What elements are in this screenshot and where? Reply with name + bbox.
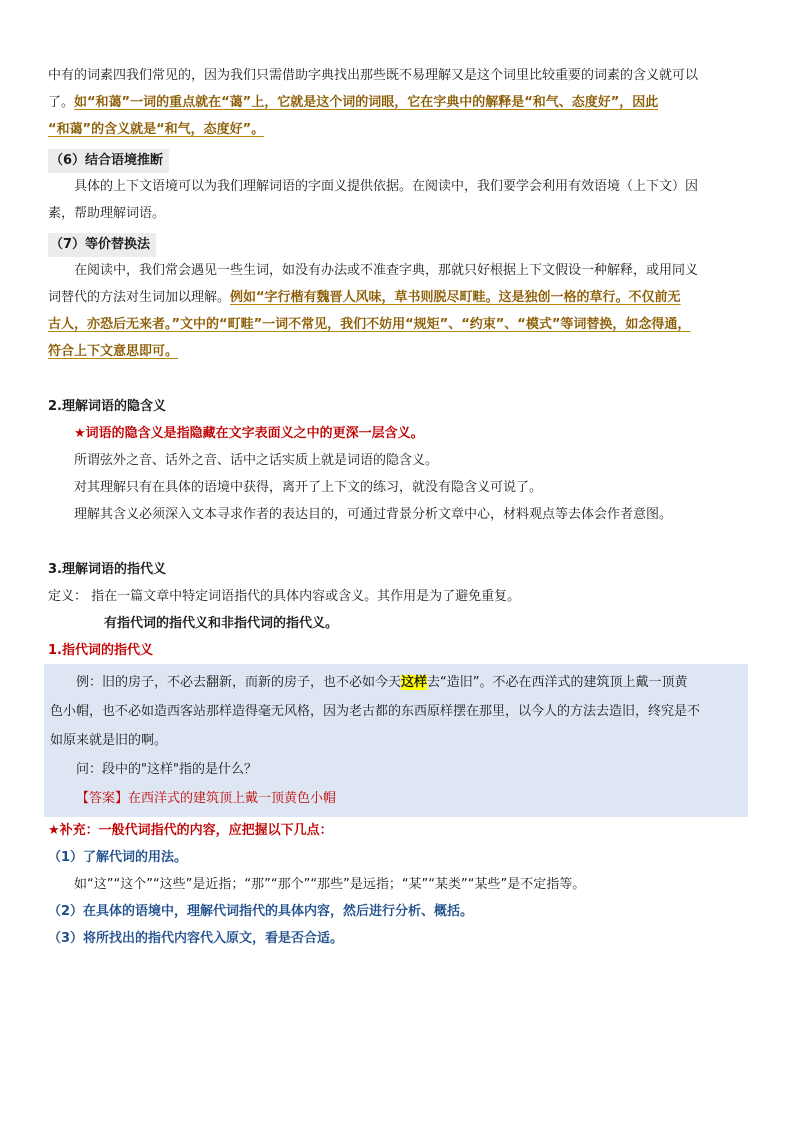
point-1: （1）了解代词的用法。 bbox=[48, 850, 188, 865]
example-underlined: 如“和蔼”一词的重点就在“蔼”上，它就是这个词的词眼，它在字典中的解释是“和气、态度好”，因此 bbox=[74, 95, 659, 110]
paragraph-context-cont bbox=[48, 200, 748, 227]
document-page bbox=[48, 62, 748, 952]
part2-heading: 2.理解词语的隐含义 bbox=[48, 399, 166, 414]
text-line: 词替代的方法对生词加以理解。 bbox=[48, 290, 231, 305]
paragraph-morpheme bbox=[48, 62, 748, 143]
paragraph-substitution bbox=[48, 257, 748, 284]
paragraph-substitution-cont bbox=[48, 284, 748, 365]
example-underlined: 古人，亦恐后无来者。”文中的“町畦”一词不常见，我们不妨用“规矩”、“约束”、“模式”等词替换，如念得通， bbox=[48, 317, 691, 332]
part2-key-point: ★词语的隐含义是指隐藏在文字表面义之中的更深一层含义。 bbox=[74, 426, 424, 441]
example-underlined: 符合上下文意思即可。 bbox=[48, 344, 179, 359]
answer: 【答案】在西洋式的建筑顶上戴一顶黄色小帽 bbox=[76, 791, 337, 806]
part3-heading: 3.理解词语的指代义 bbox=[48, 562, 166, 577]
question: 问：段中的"这样"指的是什么？ bbox=[76, 762, 257, 777]
supplement-heading: ★补充：一般代词指代的内容，应把握以下几点： bbox=[48, 823, 333, 838]
point-1-detail: 如“这”“这个”“这些”是近指；“那”“那个”“那些”是远指；“某”“某类”“某些”是不定指等。 bbox=[74, 877, 586, 892]
example-text: 例：旧的房子，不必去翻新，而新的房子，也不必如今天这样去“造旧”。不必在西洋式的建筑顶上戴一顶黄 bbox=[76, 675, 688, 690]
example-text: 色小帽，也不必如造西客站那样造得毫无风格，因为老古都的东西原样摆在那里，以今人的方法去造旧，终究是不 bbox=[50, 704, 701, 719]
text-line: 中有的词素四我们常见的，因为我们只需借助字典找出那些既不易理解又是这个词里比较重要的词素的含义就可以 bbox=[48, 68, 699, 83]
highlighted-word: 这样 bbox=[401, 675, 428, 690]
section-heading-7: （7）等价替换法 bbox=[48, 233, 156, 257]
example-box bbox=[44, 664, 748, 817]
text-line: 了。 bbox=[48, 95, 75, 110]
example-underlined: 例如“字行楷有魏晋人风味，草书则脱尽町畦。这是独创一格的草行。不仅前无 bbox=[230, 290, 681, 305]
section-heading-6: （6）结合语境推断 bbox=[48, 149, 169, 173]
point-3: （3）将所找出的指代内容代入原文，看是否合适。 bbox=[48, 931, 344, 946]
paragraph-context bbox=[48, 173, 748, 200]
example-text: 如原来就是旧的啊。 bbox=[50, 733, 168, 748]
text-line: 所谓弦外之音、话外之音、话中之话实质上就是词语的隐含义。 bbox=[74, 453, 439, 468]
text-line: 具体的上下文语境可以为我们理解词语的字面义提供依据。在阅读中，我们要学会利用有效语境（上下文）因 bbox=[74, 179, 699, 194]
subsection-heading: 1.指代词的指代义 bbox=[48, 643, 153, 658]
text-line: 理解其含义必须深入文本寻求作者的表达目的，可通过背景分析文章中心，材料观点等去体会作者意图。 bbox=[74, 507, 673, 522]
part3-definition: 定义： 指在一篇文章中特定词语指代的具体内容或含义。其作用是为了避免重复。 bbox=[48, 589, 521, 604]
text-line: 素，帮助理解词语。 bbox=[48, 206, 166, 221]
part3-subline: 有指代词的指代义和非指代词的指代义。 bbox=[104, 616, 339, 631]
point-2: （2）在具体的语境中，理解代词指代的具体内容，然后进行分析、概括。 bbox=[48, 904, 474, 919]
text-line: 在阅读中，我们常会遇见一些生词，如没有办法或不准查字典，那就只好根据上下文假设一种解释，或用同义 bbox=[74, 263, 699, 278]
example-underlined: “和蔼”的含义就是“和气，态度好”。 bbox=[48, 122, 265, 137]
text-line: 对其理解只有在具体的语境中获得，离开了上下文的练习，就没有隐含义可说了。 bbox=[74, 480, 543, 495]
